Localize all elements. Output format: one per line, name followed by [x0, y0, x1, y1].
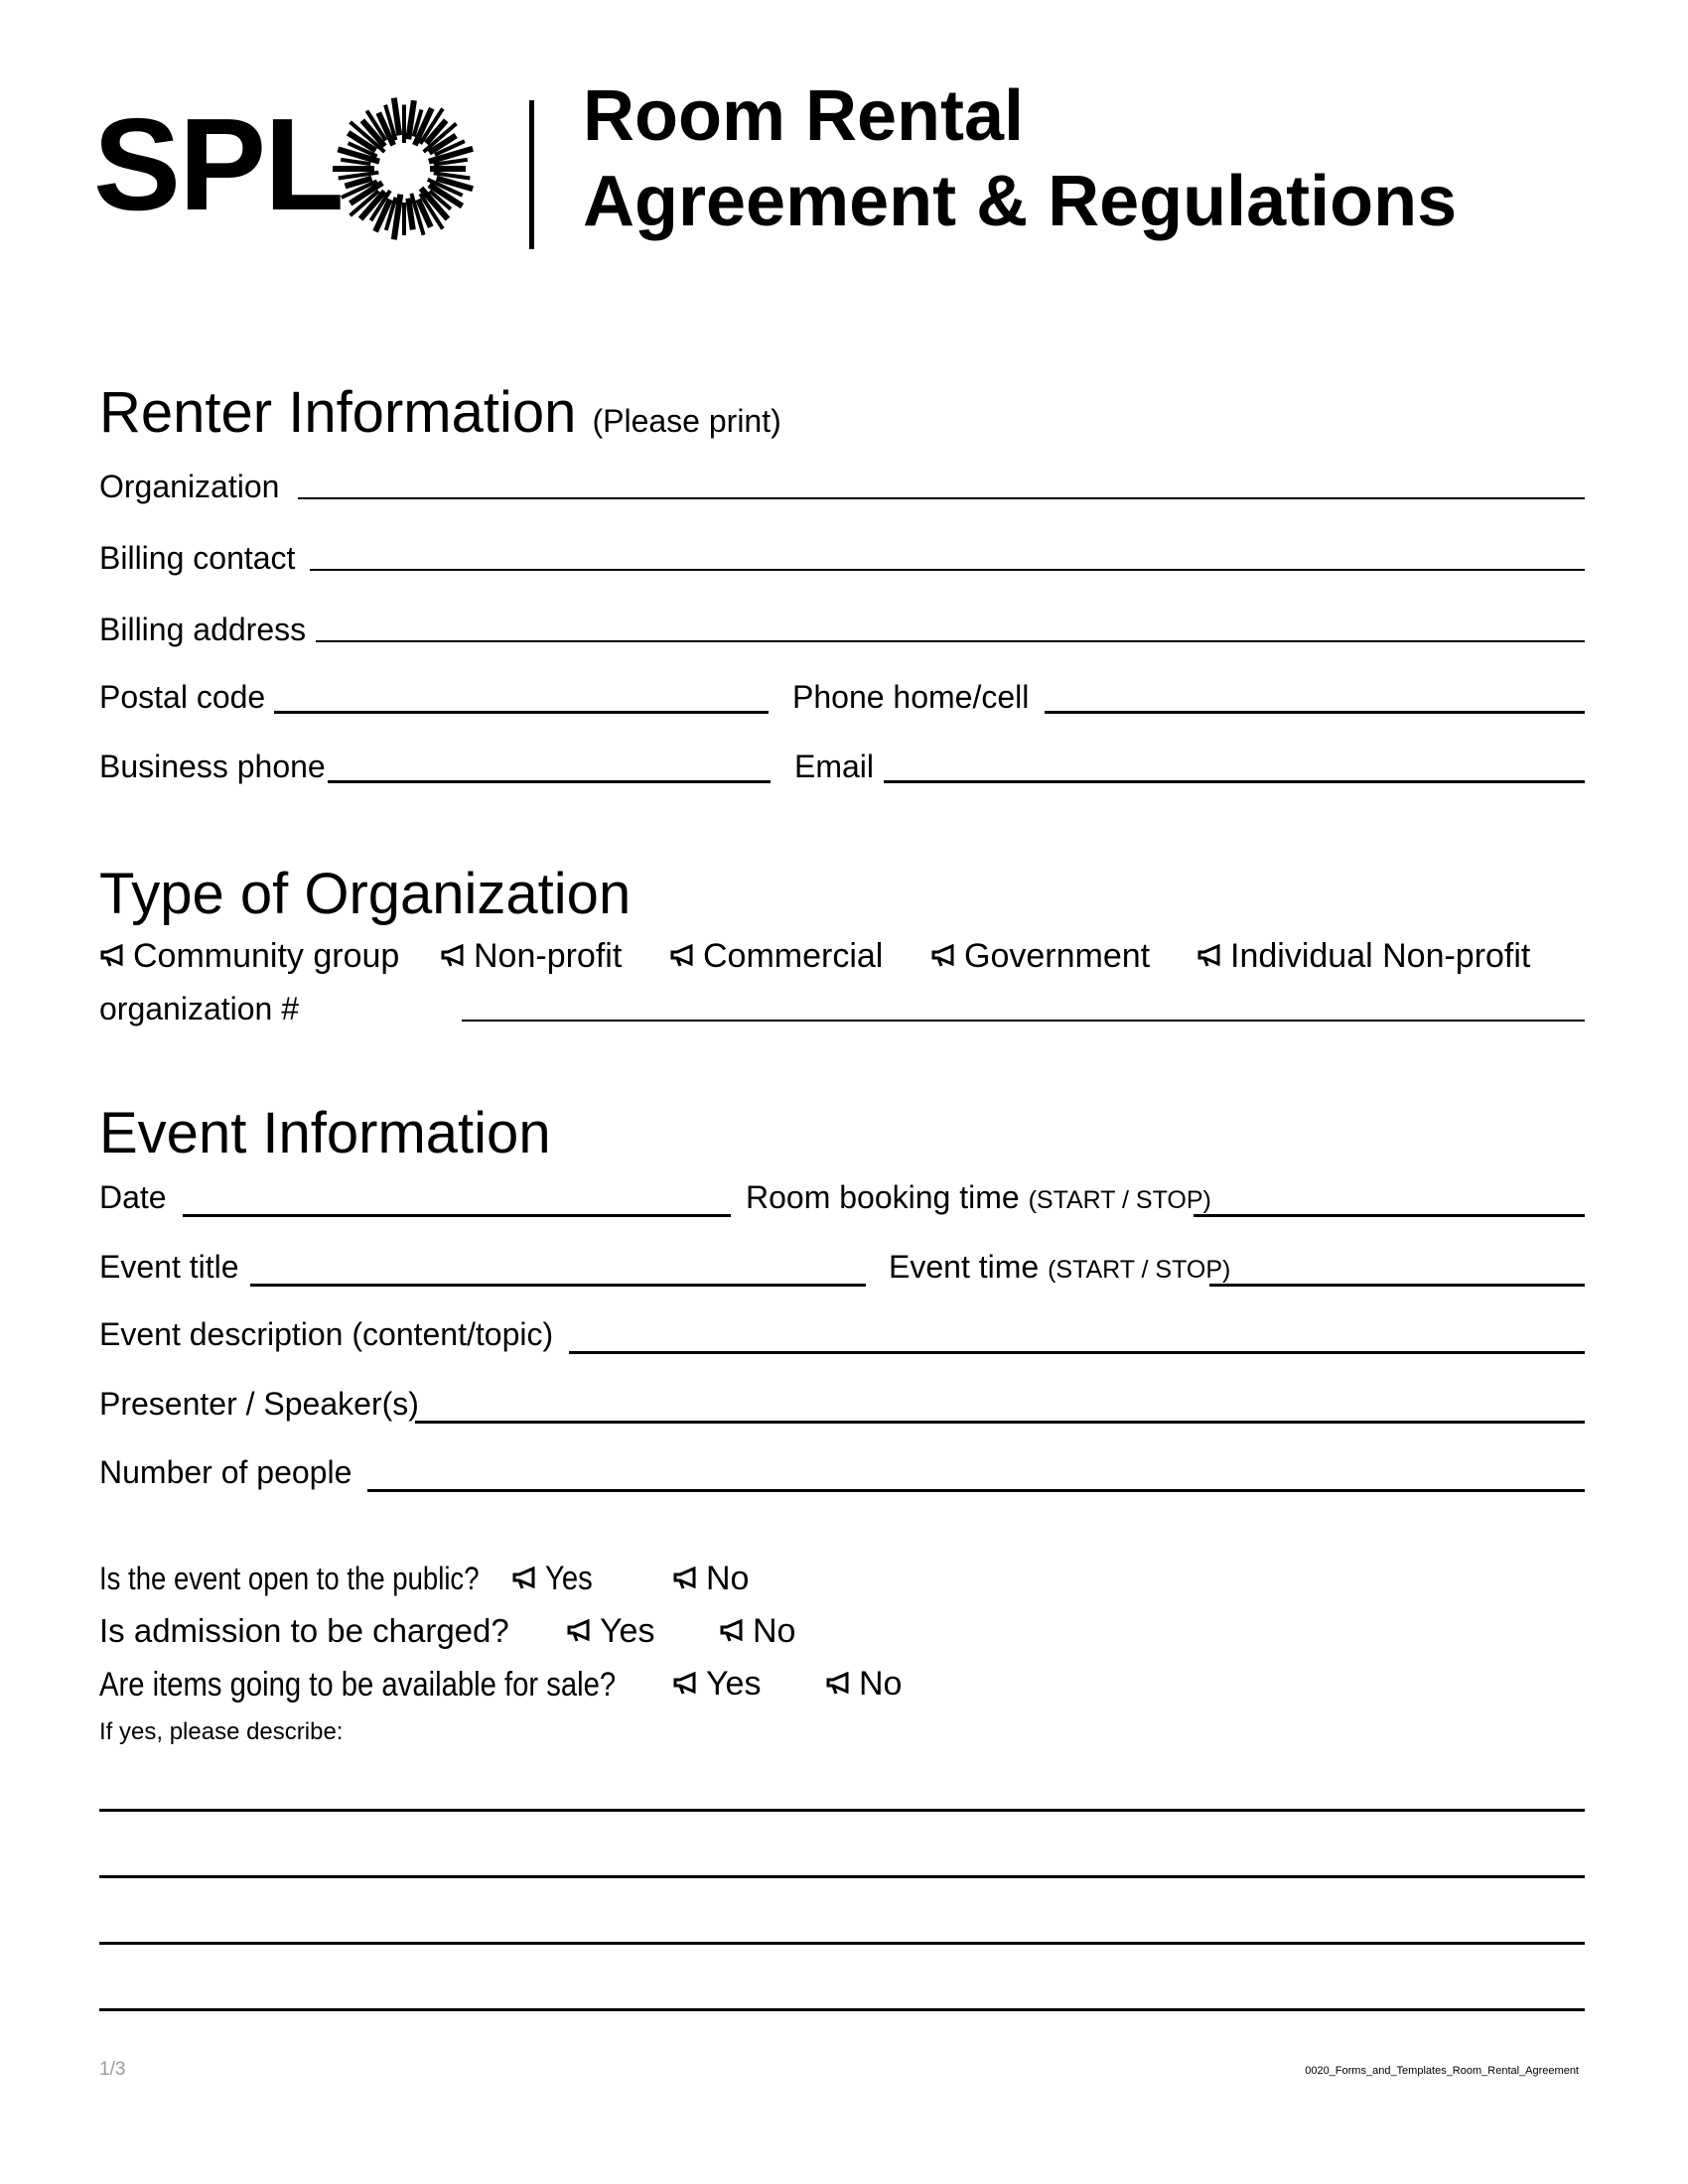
- question-sale: Are items going to be available for sale?: [99, 1666, 617, 1704]
- room-booking-label: Room booking time (START / STOP): [746, 1179, 1211, 1215]
- event-time-field[interactable]: [1209, 1284, 1585, 1287]
- megaphone-icon: [930, 944, 958, 968]
- megaphone-icon: [566, 1619, 594, 1643]
- megaphone-icon: [511, 1567, 539, 1590]
- file-name: 0020_Forms_and_Templates_Room_Rental_Agreement: [1305, 2065, 1579, 2077]
- option-label: Yes: [706, 1665, 762, 1703]
- people-label: Number of people: [99, 1454, 352, 1490]
- describe-line-3[interactable]: [99, 1942, 1585, 1945]
- start-stop-note: (START / STOP): [1048, 1256, 1231, 1284]
- page-title: [583, 73, 1457, 244]
- billing-address-label: Billing address: [99, 612, 307, 647]
- event-description-field[interactable]: [569, 1351, 1585, 1354]
- billing-contact-label: Billing contact: [99, 540, 296, 576]
- option-label: No: [706, 1560, 750, 1597]
- option-individual-non-profit[interactable]: [1196, 939, 1530, 973]
- page-number: 1/3: [99, 2059, 126, 2080]
- option-label: Community group: [133, 937, 400, 975]
- option-label: Government: [964, 937, 1151, 975]
- sunburst-ray: [394, 98, 399, 136]
- phone-home-field[interactable]: [1045, 711, 1585, 714]
- option-non-profit[interactable]: [440, 939, 622, 973]
- logo-text: SPL: [93, 91, 343, 237]
- event-title-label: Event title: [99, 1249, 239, 1285]
- option-label: Yes: [545, 1560, 593, 1597]
- date-label: Date: [99, 1179, 167, 1215]
- event-time-label: Event time (START / STOP): [889, 1249, 1231, 1285]
- billing-contact-field[interactable]: [310, 569, 1585, 571]
- event-description-label: Event description (content/topic): [99, 1316, 554, 1352]
- org-number-label: organization #: [99, 991, 300, 1026]
- org-number-field[interactable]: [462, 1020, 1585, 1022]
- postal-code-field[interactable]: [274, 711, 769, 714]
- org-type-heading: Type of Organization: [99, 862, 632, 926]
- start-stop-note: (START / STOP): [1028, 1186, 1211, 1214]
- megaphone-icon: [825, 1672, 853, 1696]
- sunburst-ray: [339, 173, 379, 179]
- date-field[interactable]: [183, 1214, 731, 1217]
- business-phone-label: Business phone: [99, 749, 326, 784]
- megaphone-icon: [99, 944, 127, 968]
- email-field[interactable]: [884, 780, 1585, 783]
- phone-home-label: Phone home/cell: [792, 679, 1030, 715]
- describe-line-1[interactable]: [99, 1809, 1585, 1812]
- public-no-option[interactable]: [672, 1562, 749, 1595]
- admission-no-option[interactable]: [719, 1614, 795, 1648]
- event-heading: Event Information: [99, 1101, 551, 1165]
- megaphone-icon: [719, 1619, 747, 1643]
- megaphone-icon: [440, 944, 468, 968]
- sale-yes-option[interactable]: [672, 1667, 761, 1701]
- title-line-1: Room Rental: [583, 76, 1025, 156]
- header-divider: [529, 100, 534, 249]
- describe-label: If yes, please describe:: [99, 1718, 344, 1745]
- option-label: Non-profit: [474, 937, 623, 975]
- postal-code-label: Postal code: [99, 679, 266, 715]
- business-phone-field[interactable]: [328, 780, 771, 783]
- describe-line-2[interactable]: [99, 1875, 1585, 1878]
- people-field[interactable]: [367, 1489, 1585, 1492]
- megaphone-icon: [672, 1567, 700, 1590]
- billing-address-field[interactable]: [316, 640, 1585, 642]
- title-line-2: Agreement & Regulations: [583, 162, 1458, 241]
- describe-line-4[interactable]: [99, 2008, 1585, 2011]
- organization-field[interactable]: [298, 497, 1585, 499]
- megaphone-icon: [1196, 944, 1224, 968]
- organization-label: Organization: [99, 469, 280, 504]
- email-label: Email: [794, 749, 875, 784]
- sunburst-logo-icon: [330, 94, 479, 243]
- renter-heading-note: (Please print): [592, 403, 781, 439]
- option-label: Yes: [600, 1612, 655, 1650]
- option-commercial[interactable]: [669, 939, 883, 973]
- option-label: Commercial: [703, 937, 884, 975]
- event-title-field[interactable]: [250, 1284, 866, 1287]
- option-government[interactable]: [930, 939, 1150, 973]
- option-label: No: [753, 1612, 796, 1650]
- presenter-field[interactable]: [415, 1421, 1585, 1424]
- presenter-label: Presenter / Speaker(s): [99, 1386, 419, 1422]
- question-admission: Is admission to be charged?: [99, 1612, 509, 1649]
- admission-yes-option[interactable]: [566, 1614, 654, 1648]
- room-booking-field[interactable]: [1194, 1214, 1585, 1217]
- public-yes-option[interactable]: [511, 1562, 600, 1595]
- megaphone-icon: [669, 944, 697, 968]
- renter-heading: Renter Information (Please print): [99, 380, 781, 445]
- question-public: Is the event open to the public?: [99, 1561, 480, 1596]
- sale-no-option[interactable]: [825, 1667, 902, 1701]
- option-label: Individual Non-profit: [1230, 937, 1531, 975]
- option-community-group[interactable]: [99, 939, 399, 973]
- megaphone-icon: [672, 1672, 700, 1696]
- option-label: No: [859, 1665, 903, 1703]
